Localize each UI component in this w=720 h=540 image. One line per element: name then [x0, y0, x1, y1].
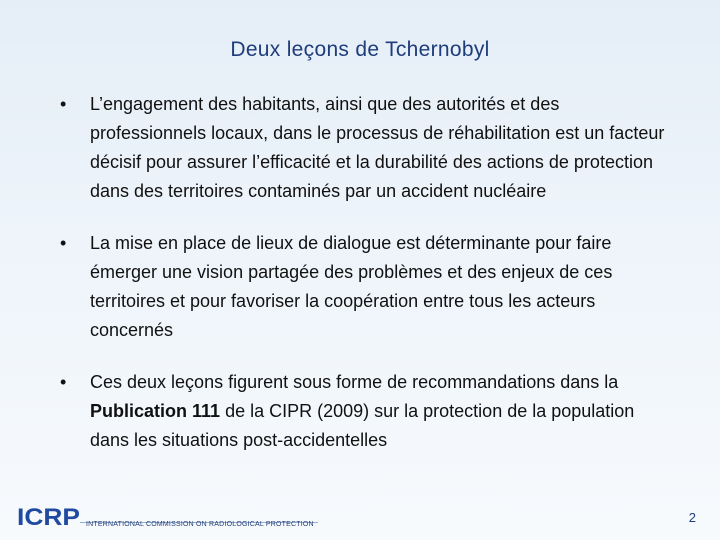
bullet-dot-icon: • — [60, 94, 67, 114]
bullet-list — [58, 90, 678, 455]
organization-name: INTERNATIONAL COMMISSION ON RADIOLOGICAL PROTECTION — [86, 521, 314, 528]
bullet-item — [58, 90, 678, 206]
page-number: 2 — [688, 510, 696, 525]
bullet-item — [58, 368, 678, 455]
bullet-dot-icon: • — [60, 233, 67, 253]
publication-reference: Publication 111 — [90, 401, 221, 421]
bullet-text: L’engagement des habitants, ainsi que des autorités et des professionnels locaux, dans le processus de réhabilitation est un facteur décisif pour assurer l’efficacité et la durabilité des actions de protection dans des territoires contaminés par un accident nucléaire — [90, 94, 665, 201]
bullet-text-start: Ces deux leçons figurent sous forme de recommandations dans la — [90, 372, 619, 392]
bullet-text: La mise en place de lieux de dialogue est déterminante pour faire émerger une vision partagée des problèmes et des enjeux de ces territoires et pour favoriser la coopération entre tous les acteurs concernés — [90, 233, 613, 340]
slide-title: Deux leçons de Tchernobyl — [230, 38, 490, 61]
bullet-item — [58, 229, 678, 345]
bullet-text-end: de la CIPR (2009) sur la protection de la population dans les situations post-accidentelles — [90, 401, 635, 450]
icrp-logo-icon — [17, 504, 81, 528]
logo-text: ICRP — [17, 504, 80, 528]
bullet-dot-icon: • — [60, 372, 67, 392]
